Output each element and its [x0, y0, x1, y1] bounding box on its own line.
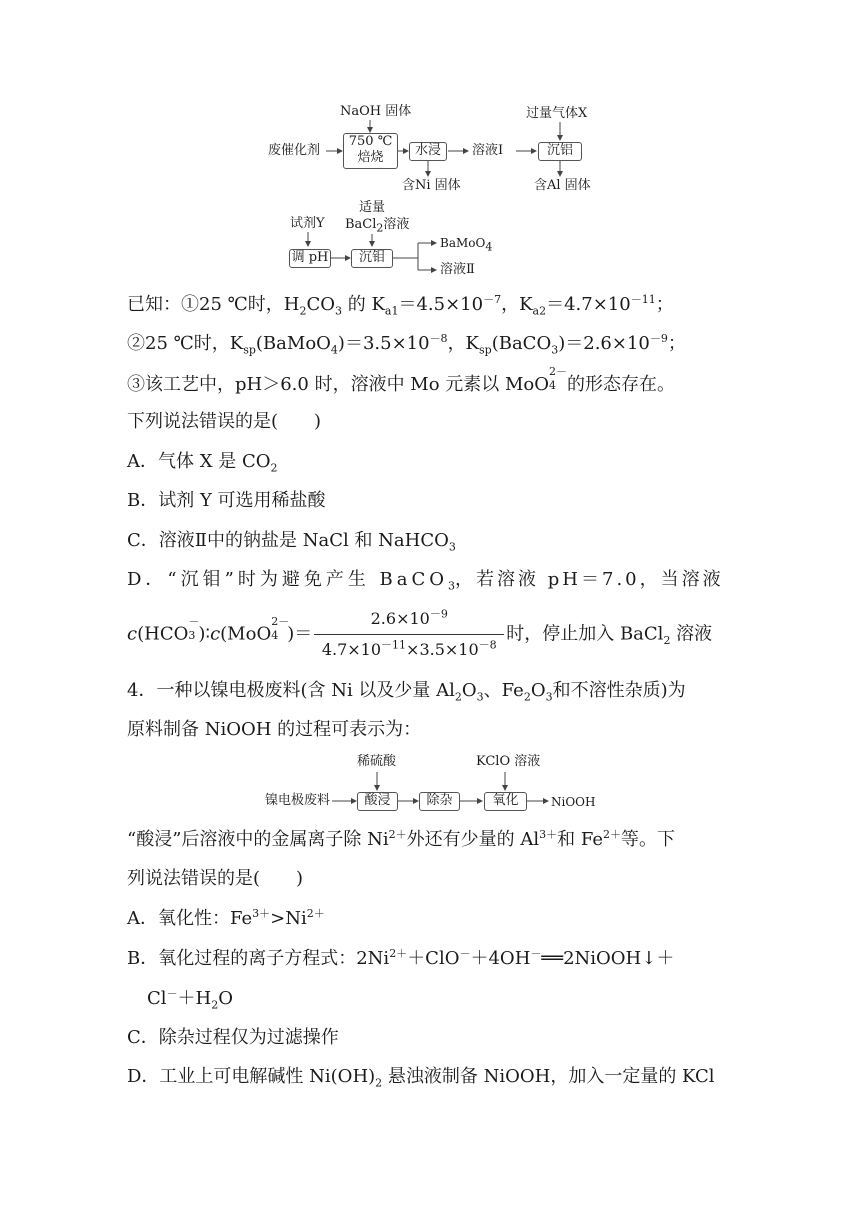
q4-option-a-mid: >Ni	[270, 908, 307, 929]
ka2-exp: －11	[630, 293, 656, 306]
baco3-formula-sub: 3	[551, 343, 559, 357]
roast-label: 焙烧	[357, 150, 384, 165]
c-symbol-1: c	[127, 623, 138, 645]
ka1-value: ＝4.5×10	[398, 294, 484, 315]
q4-option-a[interactable]	[127, 906, 325, 932]
note-1-end: 等。下	[621, 829, 676, 850]
denominator-b: ×3.5×10	[406, 640, 479, 659]
q4-option-b-end: ══2NiOOH↓＋	[541, 948, 675, 969]
co3-sub: 3	[335, 304, 342, 318]
q4-option-c[interactable]: C．除杂过程仅为过滤操作	[127, 1027, 339, 1048]
q4-option-d-end: 悬浊液制备 NiOOH，加入一定量的 KCl	[382, 1066, 715, 1087]
fe-text: 、Fe	[483, 680, 524, 701]
proper-amount-label: 适量	[359, 200, 386, 215]
fe2-sub: 2	[523, 690, 531, 704]
q4-option-b-cont	[147, 986, 233, 1012]
al-charge: 3＋	[539, 828, 558, 841]
excess-gas-label: 过量气体X	[526, 106, 588, 121]
q3-option-a-text: A．气体 X 是 CO	[127, 451, 271, 472]
q4-option-b-sup1: 2＋	[389, 947, 408, 960]
roast-temp: 750 ℃	[348, 134, 393, 149]
bamoo4-value: )＝3.5×10	[337, 333, 430, 354]
q4-option-a-text: A．氧化性：Fe	[127, 908, 253, 929]
ka2-end: ；	[655, 294, 674, 315]
ka1-sub: a1	[384, 304, 399, 318]
precip-mo-label: 沉钼	[358, 250, 385, 265]
ka2-value: ＝4.7×10	[546, 294, 631, 315]
known-2-prefix: ②25 ℃时，K	[127, 333, 244, 354]
moo4-text: (MoO	[220, 623, 272, 645]
denominator-a: 4.7×10	[321, 640, 382, 659]
feed-3-label: 镍电极废料	[265, 793, 331, 808]
fe-o-text: O	[530, 680, 546, 701]
known-3-end: 的形态存在。	[567, 374, 676, 395]
note-1-mid2: 和 Fe	[557, 829, 604, 850]
option-d-tail-end: 溶液	[670, 623, 713, 645]
oxid-label: 氧化	[492, 793, 519, 808]
al-o3-sub: 3	[476, 690, 484, 704]
q4-option-b-sup3: －	[530, 947, 542, 960]
ni-charge: 2＋	[388, 828, 407, 841]
moo4-scripts: 2－ 4	[549, 365, 568, 392]
purify-label: 除杂	[426, 793, 453, 808]
ni-solid-label: 含Ni 固体	[402, 178, 461, 193]
precip-al-label: 沉铝	[546, 143, 573, 158]
numerator-exp: －9	[429, 607, 448, 621]
q4-option-b-text: B．氧化过程的离子方程式：2Ni	[127, 948, 390, 969]
naoh-label: NaOH 固体	[340, 104, 412, 119]
al-o-text: O	[461, 680, 477, 701]
h2o-sub: 2	[211, 998, 219, 1012]
q4-option-a-sup2: 2＋	[306, 907, 325, 920]
ksp2-label: ，K	[447, 333, 480, 354]
q4-option-b[interactable]	[127, 946, 674, 972]
q4-option-d[interactable]	[127, 1064, 715, 1090]
c-symbol-2: c	[210, 623, 221, 645]
ksp-sub-2: sp	[479, 343, 492, 357]
known-3-text: ③该工艺中，pH＞6.0 时，溶液中 Mo 元素以 MoO	[127, 374, 550, 395]
bamoo4-formula-sub: 4	[330, 343, 338, 357]
ka1-label: 的 K	[342, 294, 385, 315]
ka1-exp: －7	[483, 293, 502, 306]
q4-stem-1-end: 和不溶性杂质)为	[552, 680, 686, 701]
ka2-sub: a2	[532, 304, 547, 318]
q3-option-d-end: ，若溶液 pH＝7.0，当溶液	[455, 569, 724, 590]
q4-option-b-mid: ＋ClO	[407, 948, 460, 969]
reagent-y-label: 试剂Y	[290, 216, 325, 231]
q4-stem-1-text: 4．一种以镍电极废料(含 Ni 以及少量 Al	[127, 680, 455, 701]
q4-option-d-text: D．工业上可电解碱性 Ni(OH)	[127, 1066, 376, 1087]
leach-3-box	[357, 792, 398, 811]
q3-option-b[interactable]: B．试剂 Y 可选用稀盐酸	[127, 490, 326, 511]
option-d-tail: 时，停止加入 BaCl	[506, 623, 664, 645]
cl-text: Cl	[147, 988, 167, 1009]
co3-text: CO	[306, 294, 335, 315]
adjust-ph-label: 调 pH	[291, 250, 329, 265]
q4-option-b-mid2: ＋4OH	[470, 948, 531, 969]
q4-note-1	[127, 827, 675, 853]
al-solid-label: 含Al 固体	[534, 178, 591, 193]
ratio-sign: )∶	[198, 623, 211, 645]
q3-option-c-sub: 3	[448, 540, 456, 554]
bamoo4-exp: －8	[429, 332, 448, 345]
solution2-label: 溶液Ⅱ	[440, 262, 475, 277]
bamoo4-sub: 4	[485, 240, 493, 254]
bacl2-tail: 溶液	[383, 217, 410, 232]
q3-question: 下列说法错误的是( )	[127, 411, 322, 432]
q3-option-a-sub: 2	[270, 461, 278, 475]
baco3-exp: －9	[649, 332, 668, 345]
q4-option-b-sup2: －	[459, 947, 471, 960]
denominator-a-exp: －11	[381, 638, 407, 652]
q4-option-a-sup1: 3＋	[252, 907, 271, 920]
h2-sub: 2	[299, 304, 307, 318]
h2o-prefix: ＋H	[177, 988, 212, 1009]
q3-option-c-text: C．溶液Ⅱ中的钠盐是 NaCl 和 NaHCO	[127, 530, 449, 551]
q3-option-d-sub: 3	[448, 579, 456, 593]
known-2-end: ；	[667, 333, 686, 354]
leach-3-label: 酸浸	[364, 793, 391, 808]
q4-option-d-sub: 2	[375, 1076, 383, 1090]
option-d-tail-sub: 2	[663, 634, 671, 648]
bacl2-sub: 2	[376, 221, 384, 235]
hco3-scripts: － 3	[188, 614, 200, 642]
q4-stem-2: 原料制备 NiOOH 的过程可表示为：	[127, 719, 422, 740]
baco3-formula: (BaCO	[491, 333, 552, 354]
al2-sub: 2	[454, 690, 462, 704]
bamoo4-formula: (BaMoO	[255, 333, 331, 354]
q3-option-d-text: D．“沉钼”时为避免产生 BaCO	[127, 569, 449, 590]
moo4-d-scripts: 2－ 4	[271, 614, 290, 642]
product-label: NiOOH	[551, 795, 596, 809]
equals-sign: )＝	[287, 623, 313, 645]
fe-o3-sub: 3	[545, 690, 553, 704]
baco3-value: )＝2.6×10	[558, 333, 650, 354]
leach-label: 水浸	[414, 143, 441, 158]
solution1-label: 溶液Ⅰ	[472, 143, 504, 158]
numerator-value: 2.6×10	[370, 609, 430, 628]
acid-label: 稀硫酸	[357, 754, 397, 769]
kclo-label: KClO 溶液	[476, 754, 541, 769]
oxid-box	[484, 792, 527, 811]
denominator-b-exp: －8	[478, 638, 497, 652]
feed-label: 废催化剂	[268, 143, 321, 158]
purify-box	[419, 792, 460, 811]
fe-charge: 2＋	[603, 828, 622, 841]
bamoo4-text: BaMoO	[440, 236, 486, 250]
note-1-mid: 外还有少量的 Al	[406, 829, 540, 850]
note-1-text: “酸浸”后溶液中的金属离子除 Ni	[127, 829, 389, 850]
ksp-sub-1: sp	[243, 343, 256, 357]
cl-charge: －	[166, 987, 178, 1000]
h2o-o: O	[218, 988, 233, 1009]
known-prefix: 已知：①25 ℃时，H	[127, 294, 300, 315]
q4-note-2: 列说法错误的是( )	[127, 868, 304, 889]
hco3-text: (HCO	[137, 623, 189, 645]
bacl2-text: BaCl	[345, 217, 377, 232]
ka2-label: ，K	[501, 294, 533, 315]
